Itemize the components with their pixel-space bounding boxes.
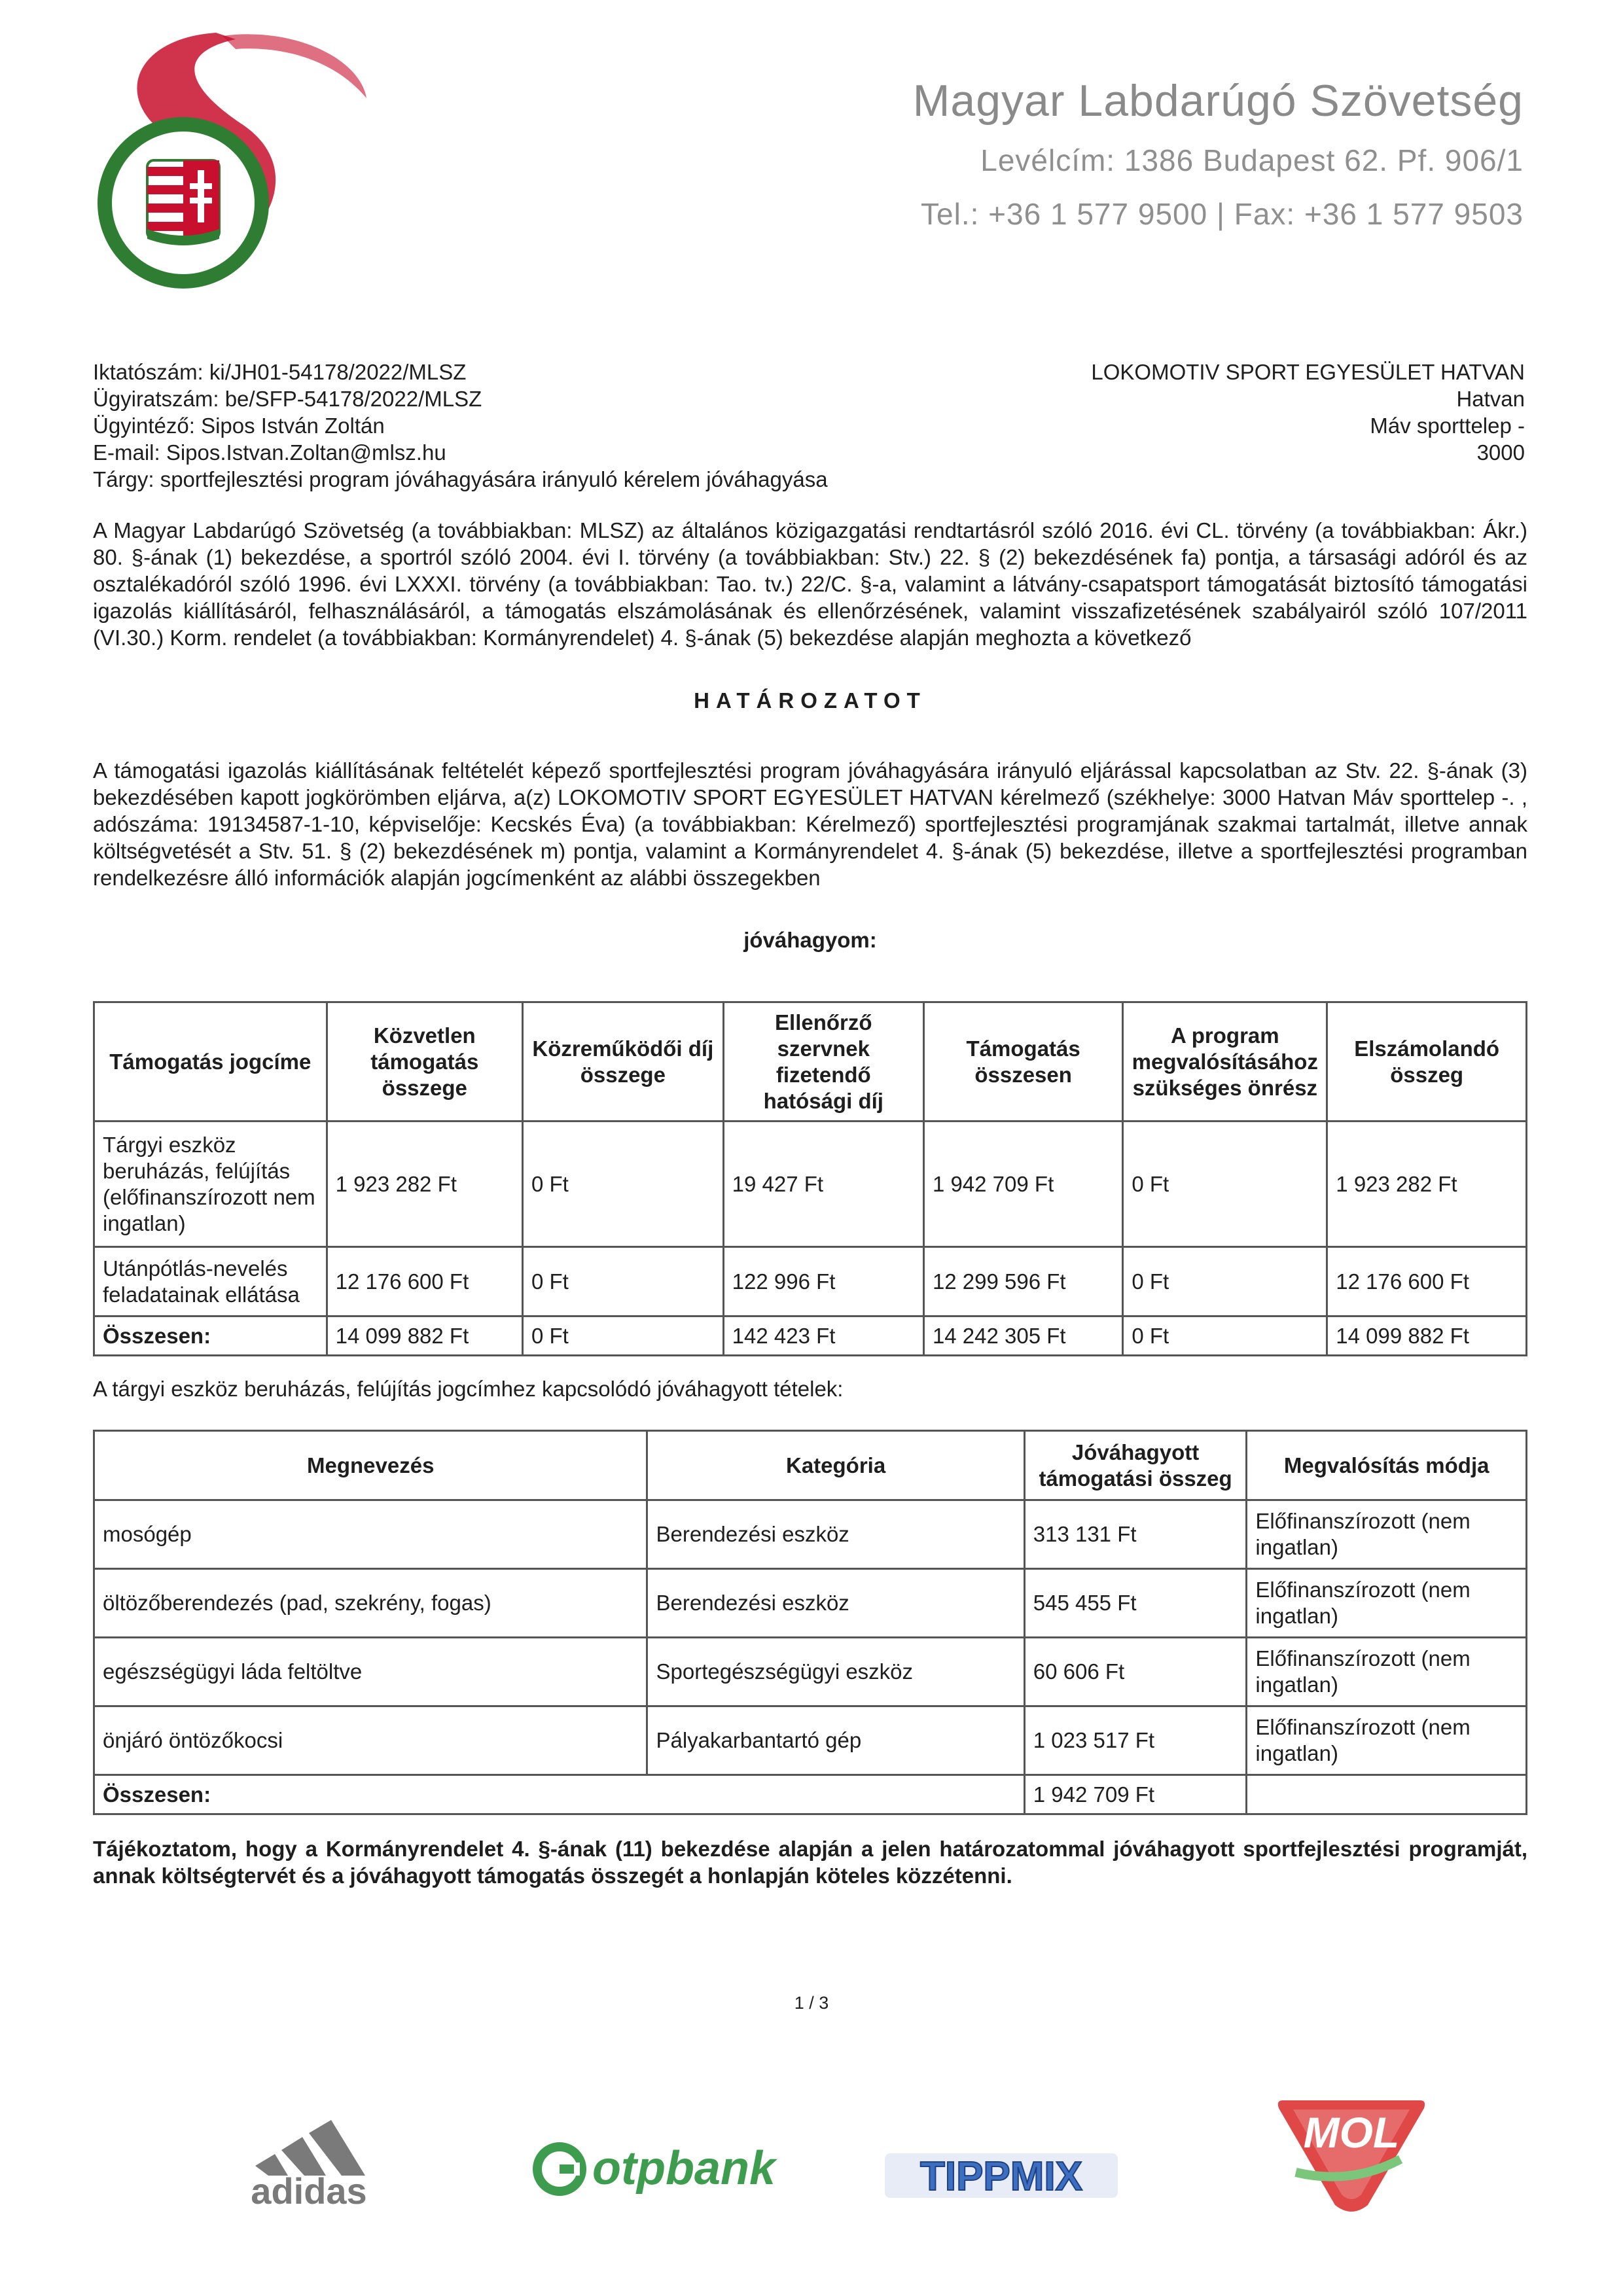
table-cell: 1 023 517 Ft (1024, 1706, 1247, 1775)
table-cell: 19 427 Ft (723, 1122, 923, 1247)
table-cell: 60 606 Ft (1024, 1638, 1247, 1706)
table-cell: 12 176 600 Ft (1327, 1247, 1527, 1316)
recipient-zip: 3000 (1476, 440, 1525, 465)
org-phone-fax: Tel.: +36 1 577 9500 | Fax: +36 1 577 9503 (921, 197, 1524, 231)
table-cell: 0 Ft (1123, 1316, 1327, 1356)
table-cell: Előfinanszírozott (nem ingatlan) (1247, 1706, 1527, 1775)
mol-wordmark: MOL (1303, 2108, 1400, 2157)
otpbank-wordmark: otpbank (592, 2142, 776, 2195)
table-row (94, 1569, 1527, 1638)
table-cell: Előfinanszírozott (nem ingatlan) (1247, 1500, 1527, 1569)
subject: Tárgy: sportfejlesztési program jóváhagyására irányuló kérelem jóváhagyása (93, 467, 828, 491)
publication-notice: Tájékoztatom, hogy a Kormányrendelet 4. §-ának (11) bekezdése alapján a jelen határozatommal jóváhagyott sportfejlesztési programját, annak költségtervét és a jóváhagyott támogatás összegét a honlapján köteles közzétenni. (93, 1837, 1527, 1888)
table-header-row (94, 1002, 1527, 1122)
table-cell: mosógép (94, 1500, 647, 1569)
recipient-address (936, 359, 1525, 466)
recipient-city: Hatvan (1456, 387, 1525, 411)
column-header: Megvalósítás módja (1247, 1431, 1527, 1500)
otpbank-logo (530, 2133, 798, 2205)
table-cell: önjáró öntözőkocsi (94, 1706, 647, 1775)
adidas-wordmark: adidas (251, 2170, 367, 2212)
table-cell: 122 996 Ft (723, 1247, 923, 1316)
decision-heading: HATÁROZATOT (694, 688, 927, 713)
org-name: Magyar Labdarúgó Szövetség (912, 76, 1524, 126)
table-cell: 12 176 600 Ft (327, 1247, 522, 1316)
table-cell (1247, 1775, 1527, 1814)
recipient-street: Máv sporttelep - (1370, 414, 1525, 438)
table-cell: egészségügyi láda feltöltve (94, 1638, 647, 1706)
legal-basis-paragraph: A Magyar Labdarúgó Szövetség (a továbbiakban: MLSZ) az általános közigazgatási rendtartásról szóló 2016. évi CL. törvény (a továbbiakban: Ákr.) 80. §-ának (1) bekezdése, a sportról szóló 2004. évi I. törvény (a továbbiakban: Stv.) 22. § (2) bekezdésének fa) pontja, a társasági adóról és az osztalékadóról szóló 1996. évi LXXXI. törvény (a továbbiakban: Tao. tv.) 22/C. §-a, valamint a látvány-csapatsport támogatását biztosító támogatási igazolás kiállításáról, felhasználásáról, a támogatás elszámolásának és ellenőrzésének, valamint visszafizetésének szabályairól szóló 107/2011 (VI.30.) Korm. rendelet (a továbbiakban: Kormányrendelet) 4. §-ának (5) bekezdése alapján meghozta a következő (93, 518, 1527, 650)
table-cell: 142 423 Ft (723, 1316, 923, 1356)
column-header: Jóváhagyott támogatási összeg (1024, 1431, 1247, 1500)
column-header: Támogatás jogcíme (94, 1002, 327, 1122)
page-number: 1 / 3 (794, 1993, 829, 2013)
table-cell: Berendezési eszköz (647, 1500, 1024, 1569)
table-cell: Sportegészségügyi eszköz (647, 1638, 1024, 1706)
table-cell: 1 942 709 Ft (923, 1122, 1122, 1247)
mol-logo (1270, 2087, 1433, 2218)
column-header: Elszámolandó összeg (1327, 1002, 1527, 1122)
approve-label: jóváhagyom: (743, 928, 877, 952)
table-row (94, 1122, 1527, 1247)
table-cell: 313 131 Ft (1024, 1500, 1247, 1569)
table-cell: Összesen: (94, 1316, 327, 1356)
case-officer: Ügyintéző: Sipos István Zoltán (93, 414, 385, 438)
column-header: Ellenőrző szervnek fizetendő hatósági díj (723, 1002, 923, 1122)
table-row (94, 1706, 1527, 1775)
support-summary-table (93, 1001, 1527, 1356)
table-cell: 545 455 Ft (1024, 1569, 1247, 1638)
table-total-row (94, 1775, 1527, 1814)
filing-number: Iktatószám: ki/JH01-54178/2022/MLSZ (93, 360, 467, 384)
org-address: Levélcím: 1386 Budapest 62. Pf. 906/1 (980, 143, 1524, 177)
table-row (94, 1247, 1527, 1316)
table-cell: 0 Ft (522, 1122, 723, 1247)
case-number: Ügyiratszám: be/SFP-54178/2022/MLSZ (93, 387, 482, 411)
table-row (94, 1500, 1527, 1569)
document-meta (93, 359, 878, 493)
table-cell: 1 923 282 Ft (1327, 1122, 1527, 1247)
table-cell: 14 242 305 Ft (923, 1316, 1122, 1356)
mlsz-logo (85, 20, 373, 294)
table-cell: Utánpótlás-nevelés feladatainak ellátása (94, 1247, 327, 1316)
tippmix-wordmark: TIPPMIX (919, 2154, 1083, 2199)
table-cell: Tárgyi eszköz beruházás, felújítás (előfinanszírozott nem ingatlan) (94, 1122, 327, 1247)
tippmix-logo (883, 2149, 1119, 2202)
table-cell: Összesen: (94, 1775, 1025, 1814)
approved-items-table (93, 1430, 1527, 1815)
column-header: Megnevezés (94, 1431, 647, 1500)
table-cell: 12 299 596 Ft (923, 1247, 1122, 1316)
column-header: Közreműködői díj összege (522, 1002, 723, 1122)
logo-year: 1901 (166, 255, 200, 274)
table-cell: 14 099 882 Ft (1327, 1316, 1527, 1356)
table-header-row (94, 1431, 1527, 1500)
column-header: Közvetlen támogatás összege (327, 1002, 522, 1122)
adidas-logo (229, 2094, 386, 2212)
table-total-row (94, 1316, 1527, 1356)
table-cell: 0 Ft (522, 1316, 723, 1356)
column-header: Támogatás összesen (923, 1002, 1122, 1122)
column-header: Kategória (647, 1431, 1024, 1500)
table-cell: öltözőberendezés (pad, szekrény, fogas) (94, 1569, 647, 1638)
table-cell: Előfinanszírozott (nem ingatlan) (1247, 1569, 1527, 1638)
recipient-name: LOKOMOTIV SPORT EGYESÜLET HATVAN (1091, 360, 1525, 384)
table-cell: 1 942 709 Ft (1024, 1775, 1247, 1814)
table-cell: 0 Ft (522, 1247, 723, 1316)
decision-paragraph: A támogatási igazolás kiállításának feltételét képező sportfejlesztési program jóváhagyására irányuló eljárással kapcsolatban az Stv. 22. §-ának (3) bekezdésében kapott jogkörömben eljárva, a(z) LOKOMOTIV SPORT EGYESÜLET HATVAN kérelmező (székhelye: 3000 Hatvan Máv sporttelep -. , adószáma: 19134587-1-10, képviselője: Kecskés Éva) (a továbbiakban: Kérelmező) sportfejlesztési programjának szakmai tartalmát, illetve annak költségvetését a Stv. 51. § (2) bekezdésének m) pontja, valamint a Kormányrendelet 4. §-ának (5) bekezdése, illetve a sportfejlesztési programban rendelkezésre álló információk alapján jogcímenként az alábbi összegekben (93, 758, 1527, 890)
table-cell: Berendezési eszköz (647, 1569, 1024, 1638)
table-cell: Pályakarbantartó gép (647, 1706, 1024, 1775)
items-table-label: A tárgyi eszköz beruházás, felújítás jogcímhez kapcsolódó jóváhagyott tételek: (93, 1377, 844, 1401)
column-header: A program megvalósításához szükséges önrész (1123, 1002, 1327, 1122)
officer-email: E-mail: Sipos.Istvan.Zoltan@mlsz.hu (93, 440, 446, 465)
table-cell: 1 923 282 Ft (327, 1122, 522, 1247)
table-row (94, 1638, 1527, 1706)
table-cell: 0 Ft (1123, 1122, 1327, 1247)
table-cell: 14 099 882 Ft (327, 1316, 522, 1356)
table-cell: 0 Ft (1123, 1247, 1327, 1316)
table-cell: Előfinanszírozott (nem ingatlan) (1247, 1638, 1527, 1706)
